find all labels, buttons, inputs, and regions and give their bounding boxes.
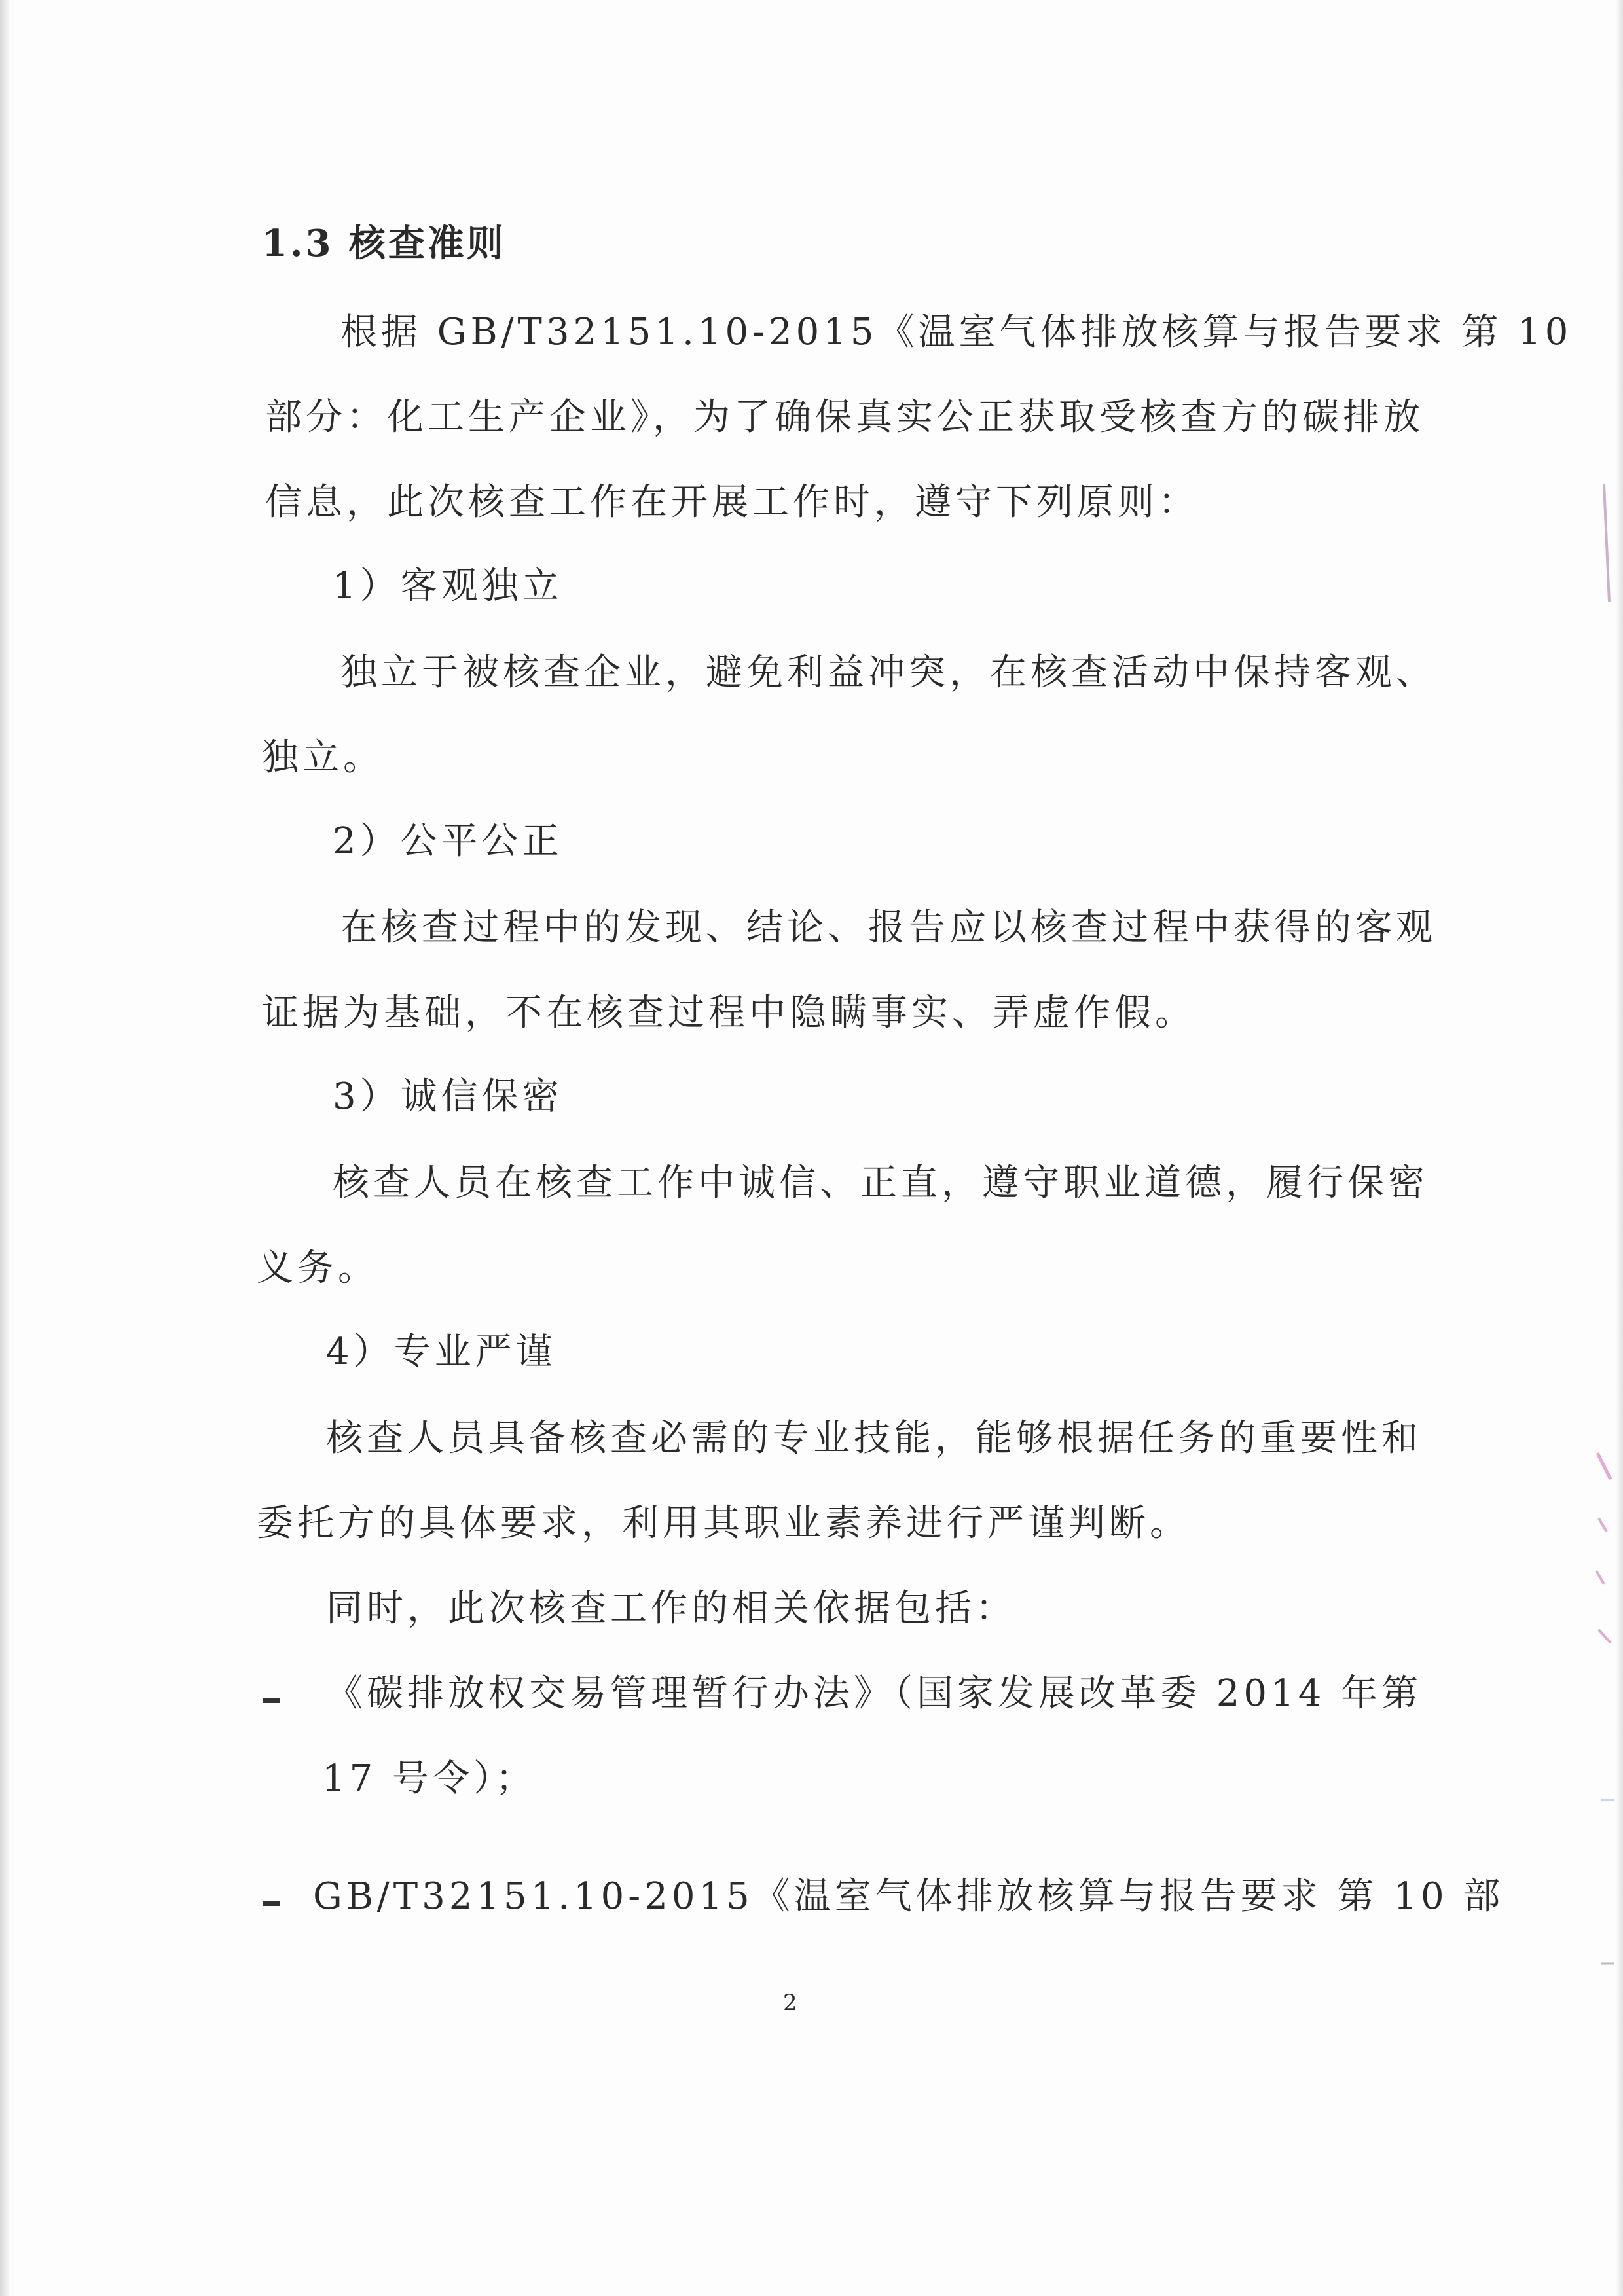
principle-heading: 1）客观独立 <box>333 565 563 607</box>
bullet-item-line: 《碳排放权交易管理暂行办法》（国家发展改革委 2014 年第 <box>326 1672 1423 1715</box>
bullet-item-line: GB/T32151.10-2015《温室气体排放核算与报告要求 第 10 部 <box>313 1875 1504 1918</box>
paragraph-line: 部分：化工生产企业》，为了确保真实公正获取受核查方的碳排放 <box>265 396 1424 439</box>
paragraph-line: 独立。 <box>262 736 384 779</box>
paragraph-line: 义务。 <box>257 1247 378 1289</box>
bullet-item-line: 17 号令）； <box>322 1757 537 1800</box>
scan-edge-right <box>1616 0 1623 2296</box>
principle-heading: 2）公平公正 <box>333 820 563 863</box>
principle-heading: 4）专业严谨 <box>326 1331 556 1373</box>
paragraph-line: 在核查过程中的发现、结论、报告应以核查过程中获得的客观 <box>340 906 1436 949</box>
paragraph-line: 根据 GB/T32151.10-2015《温室气体排放核算与报告要求 第 10 <box>340 311 1573 353</box>
scan-edge-left <box>0 0 9 2296</box>
principle-heading: 3）诚信保密 <box>333 1075 563 1118</box>
paragraph-line: 委托方的具体要求，利用其职业素养进行严谨判断。 <box>257 1502 1190 1545</box>
paragraph-line: 独立于被核查企业，避免利益冲突，在核查活动中保持客观、 <box>340 651 1436 694</box>
paragraph-line: 核查人员在核查工作中诚信、正直，遵守职业道德，履行保密 <box>333 1162 1429 1204</box>
paragraph-line: 证据为基础，不在核查过程中隐瞒事实、弄虚作假。 <box>262 992 1195 1034</box>
bullet-dash <box>263 1901 280 1906</box>
paragraph-line: 同时，此次核查工作的相关依据包括： <box>326 1587 1016 1630</box>
page-number: 2 <box>783 1990 797 2016</box>
scan-artifact-marks <box>1558 458 1617 2160</box>
paragraph-line: 信息，此次核查工作在开展工作时，遵守下列原则： <box>265 481 1199 524</box>
section-heading: 1.3 核查准则 <box>262 222 506 265</box>
paragraph-line: 核查人员具备核查必需的专业技能，能够根据任务的重要性和 <box>326 1417 1422 1460</box>
bullet-dash <box>263 1698 280 1703</box>
